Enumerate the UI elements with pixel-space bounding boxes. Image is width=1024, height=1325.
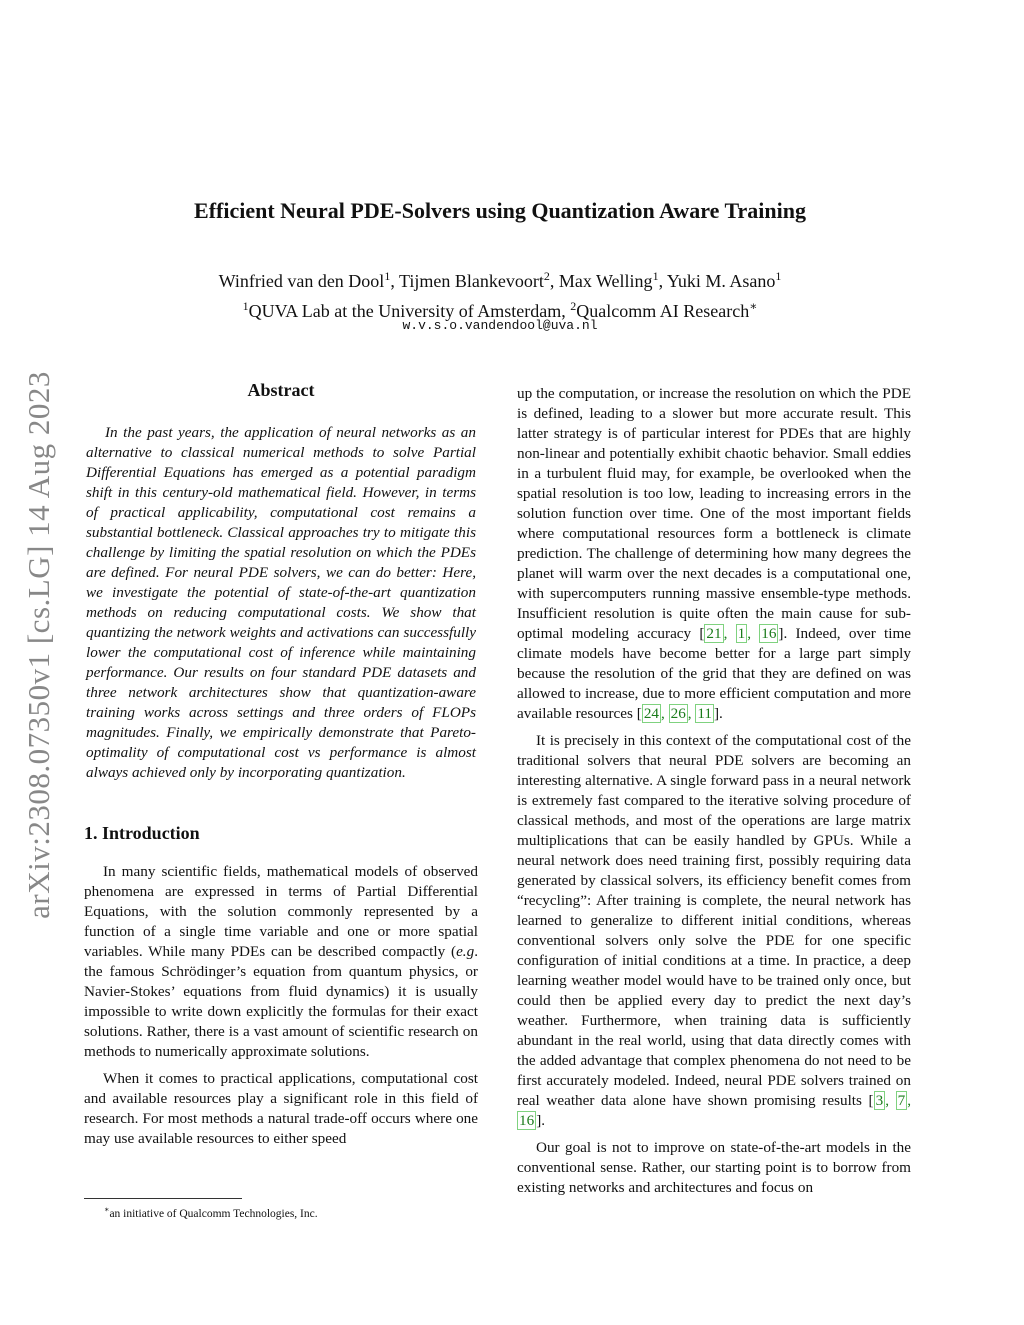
affiliation-mark: 1 — [242, 299, 249, 313]
footnote-divider — [84, 1198, 242, 1199]
footnote — [104, 1202, 318, 1222]
intro-paragraph-3: It is precisely in this context of the computational cost of the traditional solvers that neural PDE solvers are becoming an interesting alternative. A single forward pass in a neural network is extremely fast compared to the iterative solving procedure of classical methods, and most of the operations are large matrix multiplications that can be easily handled by GPUs. While a neural network does need training first, possibly requiring data generated by classical solvers, its efficiency benefit comes from “recycling”: After training is complete, the neural network has learned to generalize to different initial conditions, whereas conventional solvers only solve the PDE for one specific configuration of initial conditions at a time. In practice, a deep learning weather model would have to be trained only once, but could then be applied every day to predict the next day’s weather. Furthermore, when training data is sufficiently abundant in the real world, using that data directly comes with the added advantage that complex phenomena do not need to be first accurately modeled. Indeed, neural PDE solvers trained on real weather data alone have shown promising results [ 3 , 7 , 16 ]. — [517, 732, 912, 1129]
author-list: Winfried van den Dool$^1$, Tijmen Blankevoort$^2$, Max Welling$^1$, Yuki M. Asano$^1$ — [218, 269, 782, 291]
citation-link[interactable]: 21 — [706, 625, 722, 642]
left-column — [84, 380, 478, 1149]
affiliation-mark: 2 — [570, 299, 577, 313]
citation-link[interactable]: 26 — [670, 705, 686, 722]
author-affiliation-mark: 1 — [775, 269, 782, 283]
abstract-heading: Abstract — [247, 380, 315, 400]
intro-paragraph-4: Our goal is not to improve on state-of-the-art models in the conventional sense. Rather, our starting point is to borrow from existing networks and architectures and focus on — [517, 1139, 911, 1196]
footnote-mark: ∗ — [104, 1205, 110, 1214]
author-name: Winfried van den Dool — [218, 271, 385, 291]
citation-link[interactable]: 16 — [519, 1112, 535, 1129]
author-name: Tijmen Blankevoort — [399, 271, 544, 291]
intro-paragraph-1: In many scientific fields, mathematical models of observed phenomena are expressed in terms of Partial Differential Equations, with the solution commonly represented by a function of a single time variable and one or more spatial variables. While many PDEs can be described compactly (e.g. the famous Schrödinger’s equation from quantum physics, or Navier-Stokes’ equations from fluid dynamics) it is usually impossible to write down explicitly the formulas for their exact solutions. Rather, there is a vast amount of scientific research on methods to numerically approximate solutions. — [84, 863, 478, 1060]
affiliation-qualcomm: Qualcomm AI Research — [576, 301, 750, 321]
author-name: Yuki M. Asano — [666, 271, 776, 291]
intro-paragraph-2-continued: up the computation, or increase the resolution on which the PDE is defined, leading to a slower but more accurate result. This latter strategy is of particular interest for PDEs that are highly non-linear and potentially exhibit chaotic behavior. Small eddies in a turbulent fluid may, for example, be overlooked when the spatial resolution is too low, leading to increasing errors in the solution function over time. One of the most important fields where computational resources form a bottleneck is climate prediction. The challenge of determining how many degrees the planet will warm over the next decades is a computational one, with supercomputers running massive ensemble-type methods. Insufficient resolution is quite often the main cause for sub-optimal modeling accuracy [ 21 , 1 , 16 ]. Indeed, over time climate models have become better for a large part simply because the resolution of the grid that they are defined on was allowed to increase, due to more efficient computation and more available resources [ 24 , 26 , 11 ]. — [517, 385, 912, 722]
author-name: Max Welling — [558, 271, 653, 291]
author-block — [80, 264, 920, 324]
author-email[interactable]: w.v.s.o.vandendool@uva.nl — [402, 318, 598, 333]
introduction-heading: 1. Introduction — [84, 823, 200, 843]
citation-link[interactable]: 16 — [761, 625, 777, 642]
paper-title: Efficient Neural PDE-Solvers using Quantization Aware Training — [194, 198, 806, 223]
footnote-text: an initiative of Qualcomm Technologies, Inc. — [109, 1207, 318, 1220]
author-affiliation-mark: 1 — [384, 269, 391, 283]
footnote-mark: ∗ — [749, 299, 758, 313]
arxiv-identifier: arXiv:2308.07350v1 [cs.LG] 14 Aug 2023 — [21, 371, 56, 919]
abstract-text: In the past years, the application of neural networks as an alternative to classical numerical methods to solve Partial Differential Equations has emerged as a potential paradigm shift in this century-old mathematical field. However, in terms of practical applicability, computational cost remains a substantial bottleneck. Classical approaches try to mitigate this challenge by limiting the spatial resolution on which the PDEs are defined. For neural PDE solvers, we can do better: Here, we investigate the potential of state-of-the-art quantization methods on reducing computational costs. We show that quantizing the network weights and activations can successfully lower the computational cost of inference while maintaining performance. Our results on four standard PDE datasets and three network architectures show that quantization-aware training works across settings and three orders of FLOPs magnitudes. Finally, we empirically demonstrate that Pareto-optimality of computational cost vs performance is almost always achieved only by incorporating quantization. — [86, 424, 476, 781]
arxiv-sidebar — [14, 345, 64, 945]
right-column — [517, 384, 911, 1198]
citation-link[interactable]: 3 — [875, 1092, 884, 1109]
author-affiliation-mark: 2 — [543, 269, 550, 283]
citation-link[interactable]: 11 — [697, 705, 712, 722]
author-affiliation-mark: 1 — [652, 269, 659, 283]
affiliation-uva: QUVA Lab at the University of Amsterdam, — [248, 301, 571, 321]
intro-paragraph-2: When it comes to practical applications, computational cost and available resources play a significant role in this field of research. For most methods a natural trade-off occurs where one may use available resources to either speed — [84, 1070, 478, 1147]
citation-link[interactable]: 7 — [897, 1092, 906, 1109]
citation-link[interactable]: 1 — [737, 625, 746, 642]
citation-link[interactable]: 24 — [643, 705, 659, 722]
